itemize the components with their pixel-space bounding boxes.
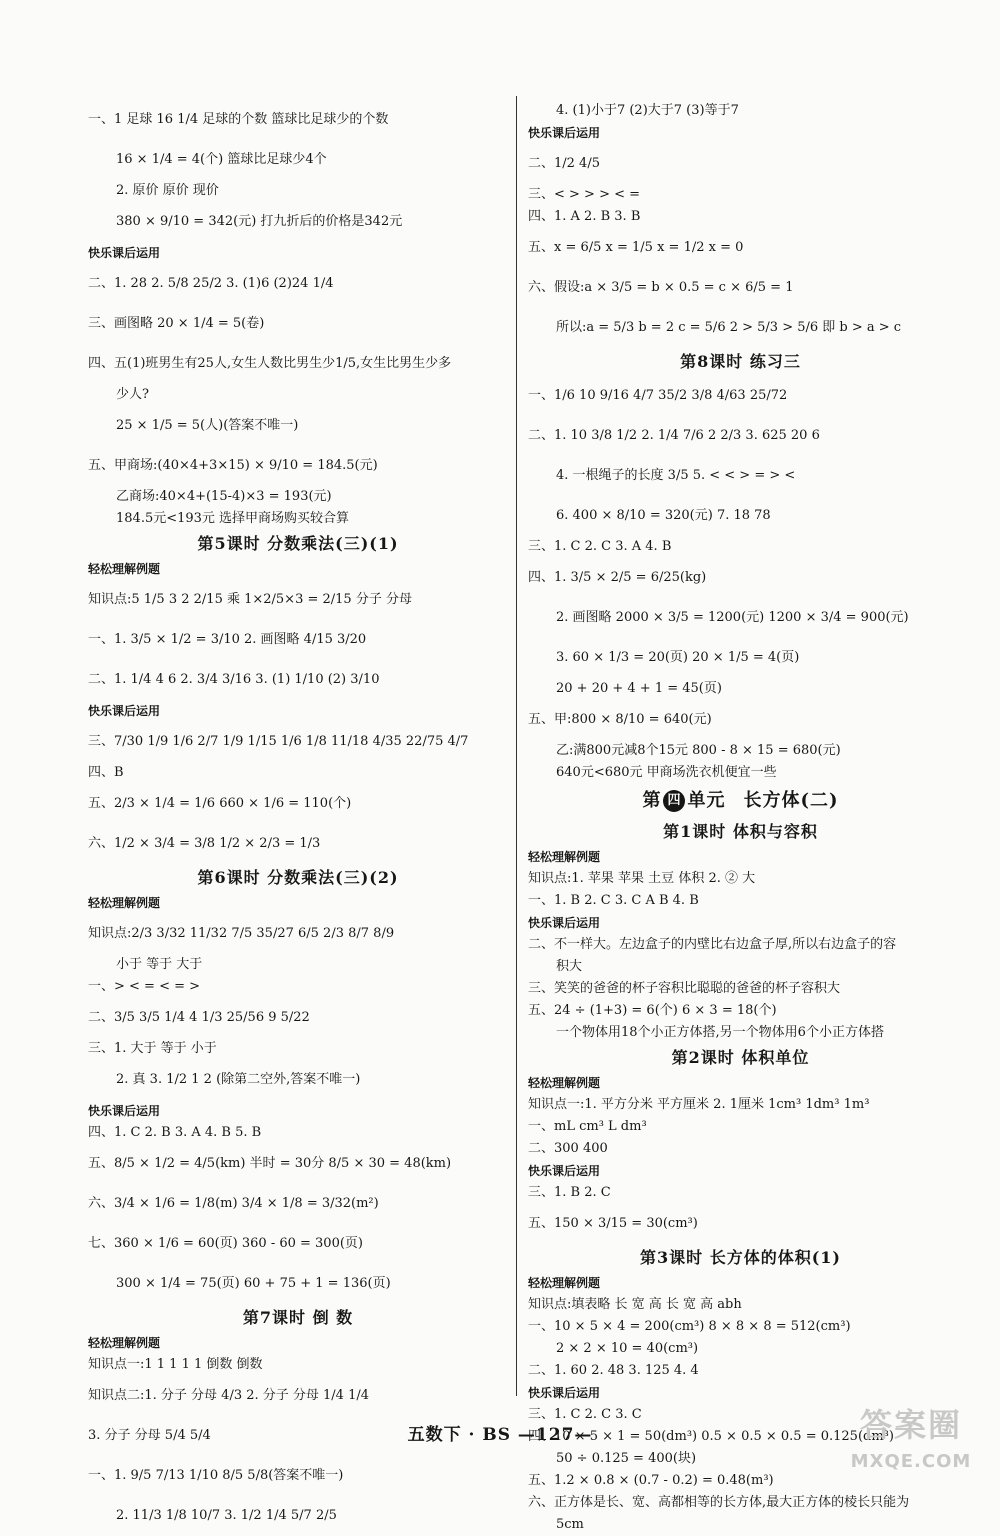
answer-line: 184.5元<193元 选择甲商场购买较合算: [116, 510, 350, 526]
answer-line: 三、1. B 2. C: [528, 1184, 611, 1200]
lesson-title: 第1课时 体积与容积: [663, 822, 818, 841]
answer-line: 五、2/3 × 1/4 = 1/6 660 × 1/6 = 110(个): [88, 795, 352, 811]
lesson-title: 第6课时 分数乘法(三)(2): [197, 868, 399, 887]
lesson-title: 第2课时 体积单位: [671, 1048, 810, 1067]
answer-line: 3. 分子 分母 5/4 5/4: [88, 1427, 211, 1443]
lesson-title: 第7课时 倒 数: [242, 1308, 354, 1327]
unit-title-text: 长方体(二): [743, 789, 839, 811]
answer-line: 2 × 2 × 10 = 40(cm³): [556, 1340, 699, 1356]
answer-line: 二、300 400: [528, 1140, 608, 1156]
answer-line: 二、1/2 4/5: [528, 155, 600, 171]
section-label: 轻松理解例题: [528, 849, 601, 864]
unit-number-badge: 四: [663, 790, 685, 812]
answer-line: 一、1. B 2. C 3. C A B 4. B: [528, 892, 699, 908]
answer-line: 少人?: [116, 386, 149, 402]
answer-line: 二、1. 10 3/8 1/2 2. 1/4 7/6 2 2/3 3. 625 20 6: [528, 427, 820, 443]
section-label: 轻松理解例题: [528, 1075, 601, 1090]
section-label: 轻松理解例题: [88, 561, 161, 576]
answer-line: 六、3/4 × 1/6 = 1/8(m) 3/4 × 1/8 = 3/32(m²): [88, 1195, 379, 1211]
answer-line: 三、1. C 2. C 3. A 4. B: [528, 538, 672, 554]
answer-line: 三、7/30 1/9 1/6 2/7 1/9 1/15 1/6 1/8 11/18 4/35 22/75 4/7: [88, 733, 469, 749]
answer-line: 三、1. C 2. C 3. C: [528, 1406, 642, 1422]
answer-line: 6. 400 × 8/10 = 320(元) 7. 18 78: [556, 507, 771, 523]
column-divider: [516, 96, 517, 1396]
answer-line: 一、> < = < = >: [88, 978, 201, 994]
lesson-title: 第8课时 练习三: [680, 352, 801, 371]
answer-line: 一、1. 9/5 7/13 1/10 8/5 5/8(答案不唯一): [88, 1467, 344, 1483]
answer-line: 六、正方体是长、宽、高都相等的长方体,最大正方体的棱长只能为: [528, 1494, 910, 1510]
unit-prefix: 第: [642, 789, 662, 811]
answer-line: 二、1. 1/4 4 6 2. 3/4 3/16 3. (1) 1/10 (2) 3/10: [88, 671, 380, 687]
answer-line: 知识点:5 1/5 3 2 2/15 乘 1×2/5×3 = 2/15 分子 分母: [88, 591, 412, 607]
answer-line: 知识点一:1 1 1 1 1 倒数 倒数: [88, 1356, 263, 1372]
watermark-text-bottom: MXQE.COM: [850, 1451, 972, 1472]
answer-line: 五、甲商场:(40×4+3×15) × 9/10 = 184.5(元): [88, 457, 378, 473]
answer-line: 一、1. 3/5 × 1/2 = 3/10 2. 画图略 4/15 3/20: [88, 631, 367, 647]
answer-line: 20 + 20 + 4 + 1 = 45(页): [556, 680, 722, 696]
answer-line: 4. 一根绳子的长度 3/5 5. < < > = > <: [556, 467, 796, 483]
answer-line: 知识点:2/3 3/32 11/32 7/5 35/27 6/5 2/3 8/7 8/9: [88, 925, 395, 941]
answer-line: 五、150 × 3/15 = 30(cm³): [528, 1215, 698, 1231]
section-label: 轻松理解例题: [88, 895, 161, 910]
answer-line: 四、五(1)班男生有25人,女生人数比男生少1/5,女生比男生少多: [88, 355, 452, 371]
answer-line: 二、1. 60 2. 48 3. 125 4. 4: [528, 1362, 699, 1378]
answer-line: 380 × 9/10 = 342(元) 打九折后的价格是342元: [116, 213, 403, 229]
section-label: 轻松理解例题: [88, 1335, 161, 1350]
answer-line: 2. 真 3. 1/2 1 2 (除第二空外,答案不唯一): [116, 1071, 361, 1087]
section-label: 快乐课后运用: [528, 1385, 601, 1400]
page-footer: 五数下 · BS —127—: [407, 1425, 593, 1445]
answer-line: 五、甲:800 × 8/10 = 640(元): [528, 711, 712, 727]
watermark-logo: [836, 1400, 986, 1486]
answer-line: 二、3/5 3/5 1/4 4 1/3 25/56 9 5/22: [88, 1009, 310, 1025]
section-label: 快乐课后运用: [528, 1163, 601, 1178]
answer-line: 一、mL cm³ L dm³: [528, 1118, 647, 1134]
section-label: 快乐课后运用: [88, 703, 161, 718]
watermark-text-top: 答案圈: [859, 1406, 962, 1444]
answer-line: 5cm: [556, 1516, 584, 1532]
answer-line: 五、1.2 × 0.8 × (0.7 - 0.2) = 0.48(m³): [528, 1472, 774, 1488]
answer-line: 一、1/6 10 9/16 4/7 35/2 3/8 4/63 25/72: [528, 387, 788, 403]
answer-line: 六、1/2 × 3/4 = 3/8 1/2 × 2/3 = 1/3: [88, 835, 321, 851]
answer-line: 三、画图略 20 × 1/4 = 5(卷): [88, 315, 265, 331]
answer-line: 知识点:填表略 长 宽 高 长 宽 高 abh: [528, 1296, 742, 1312]
unit-suffix: 单元: [687, 789, 726, 811]
answer-line: 知识点:1. 苹果 苹果 土豆 体积 2. ② 大: [528, 870, 756, 886]
answer-line: 五、24 ÷ (1+3) = 6(个) 6 × 3 = 18(个): [528, 1002, 777, 1018]
right-column: [528, 100, 953, 1536]
answer-line: 一、10 × 5 × 4 = 200(cm³) 8 × 8 × 8 = 512(cm³): [528, 1318, 851, 1334]
answer-line: 三、笑笑的爸爸的杯子容积比聪聪的爸爸的杯子容积大: [528, 980, 841, 996]
answer-line: 4. (1)小于7 (2)大于7 (3)等于7: [556, 102, 739, 118]
answer-line: 六、假设:a × 3/5 = b × 0.5 = c × 6/5 = 1: [528, 279, 794, 295]
answer-line: 小于 等于 大于: [116, 956, 203, 972]
answer-line: 知识点二:1. 分子 分母 4/3 2. 分子 分母 1/4 1/4: [88, 1387, 370, 1403]
section-label: 快乐课后运用: [528, 915, 601, 930]
section-label: 轻松理解例题: [528, 1275, 601, 1290]
answer-line: 四、B: [88, 764, 124, 780]
answer-line: 25 × 1/5 = 5(人)(答案不唯一): [116, 417, 299, 433]
answer-line: 2. 画图略 2000 × 3/5 = 1200(元) 1200 × 3/4 = 900(元): [556, 609, 909, 625]
answer-line: 一个物体用18个小正方体搭,另一个物体用6个小正方体搭: [556, 1024, 884, 1040]
answer-line: 二、不一样大。左边盒子的内壁比右边盒子厚,所以右边盒子的容: [528, 936, 897, 952]
answer-line: 16 × 1/4 = 4(个) 篮球比足球少4个: [116, 151, 327, 167]
answer-line: 二、1. 28 2. 5/8 25/2 3. (1)6 (2)24 1/4: [88, 275, 334, 291]
answer-line: 四、1. C 2. B 3. A 4. B 5. B: [88, 1124, 262, 1140]
lesson-title: 第5课时 分数乘法(三)(1): [197, 534, 399, 553]
answer-line: 四、10 × 5 × 1 = 50(dm³) 0.5 × 0.5 × 0.5 = 0.125(dm³): [528, 1428, 894, 1444]
answer-line: 所以:a = 5/3 b = 2 c = 5/6 2 > 5/3 > 5/6 即 b > a > c: [556, 319, 902, 335]
section-label: 快乐课后运用: [88, 1103, 161, 1118]
left-column: [88, 100, 508, 1536]
answer-line: 五、8/5 × 1/2 = 4/5(km) 半时 = 30分 8/5 × 30 = 48(km): [88, 1155, 452, 1171]
answer-line: 五、x = 6/5 x = 1/5 x = 1/2 x = 0: [528, 239, 744, 255]
answer-line: 三、< > > > < =: [528, 186, 641, 202]
answer-line: 300 × 1/4 = 75(页) 60 + 75 + 1 = 136(页): [116, 1275, 391, 1291]
answer-line: 四、1. A 2. B 3. B: [528, 208, 641, 224]
answer-line: 640元<680元 甲商场洗衣机便宜一些: [556, 764, 777, 780]
answer-line: 3. 60 × 1/3 = 20(页) 20 × 1/5 = 4(页): [556, 649, 800, 665]
section-label: 快乐课后运用: [528, 125, 601, 140]
answer-line: 50 ÷ 0.125 = 400(块): [556, 1450, 697, 1466]
answer-line: 知识点一:1. 平方分米 平方厘米 2. 1厘米 1cm³ 1dm³ 1m³: [528, 1096, 870, 1112]
section-label: 快乐课后运用: [88, 245, 161, 260]
answer-line: 三、1. 大于 等于 小于: [88, 1040, 217, 1056]
answer-line: 乙商场:40×4+(15-4)×3 = 193(元): [116, 488, 332, 504]
unit-title: [528, 784, 953, 818]
answer-line: 积大: [556, 958, 583, 974]
answer-line: 2. 原价 原价 现价: [116, 182, 219, 198]
answer-line: 一、1 足球 16 1/4 足球的个数 篮球比足球少的个数: [88, 111, 389, 127]
lesson-title: 第3课时 长方体的体积(1): [640, 1248, 841, 1267]
answer-line: 七、360 × 1/6 = 60(页) 360 - 60 = 300(页): [88, 1235, 363, 1251]
answer-line: 2. 11/3 1/8 10/7 3. 1/2 1/4 5/7 2/5: [116, 1507, 337, 1523]
answer-line: 乙:满800元减8个15元 800 - 8 × 15 = 680(元): [556, 742, 841, 758]
answer-line: 四、1. 3/5 × 2/5 = 6/25(kg): [528, 569, 707, 585]
